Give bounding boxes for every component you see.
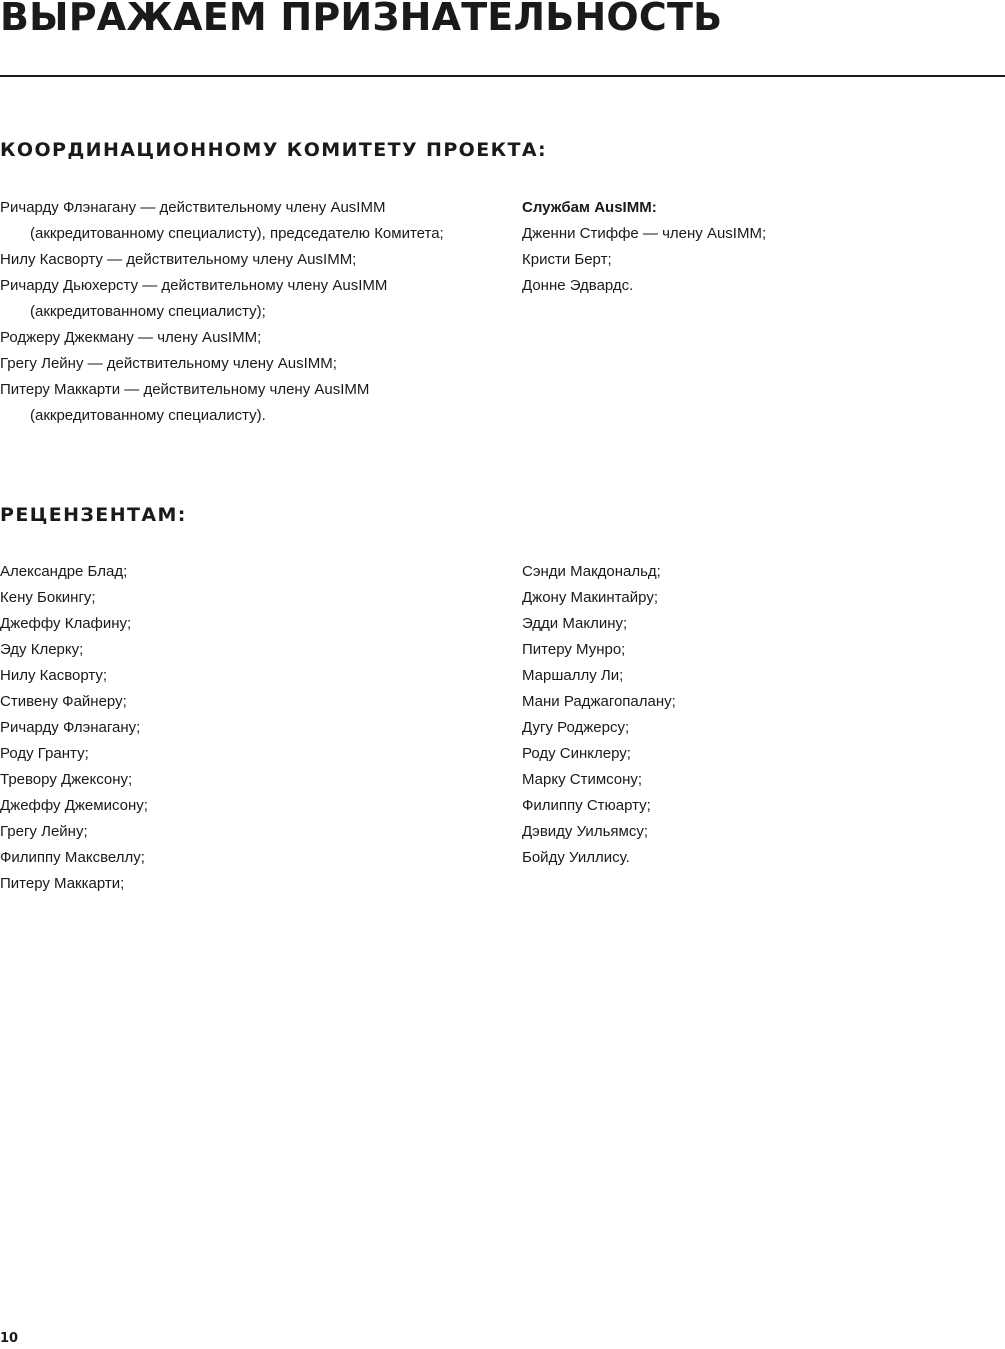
reviewer-item: Ричарду Флэнагану; (0, 719, 141, 736)
reviewer-item: Филиппу Максвеллу; (0, 849, 145, 866)
reviewer-item: Питеру Маккарти; (0, 875, 125, 892)
ausimm-services-list (522, 195, 766, 299)
reviewer-item: Кену Бокингу; (0, 589, 96, 606)
reviewer-item: Тревору Джексону; (0, 771, 133, 788)
committee-member-line: Ричарду Флэнагану — действительному члену AusIMM (0, 199, 386, 216)
reviewer-item: Мани Раджагопалану; (522, 693, 676, 710)
committee-member (0, 325, 444, 351)
reviewer-item: Грегу Лейну; (0, 823, 88, 840)
reviewer-item: Эду Клерку; (0, 641, 84, 658)
ausimm-services-heading: Службам AusIMM: (522, 199, 657, 216)
ausimm-services-member: Кристи Берт; (522, 251, 612, 268)
committee-members-list (0, 195, 444, 429)
reviewer-item: Джеффу Клафину; (0, 615, 132, 632)
reviewer-item: Джеффу Джемисону; (0, 797, 148, 814)
committee-member-continuation: (аккредитованному специалисту); (30, 303, 266, 320)
page-number: 10 (0, 1331, 19, 1346)
committee-member (0, 351, 444, 377)
reviewer-item: Роду Гранту; (0, 745, 89, 762)
reviewer-item: Питеру Мунро; (522, 641, 626, 658)
reviewer-item: Бойду Уиллису. (522, 849, 630, 866)
reviewer-item: Джону Макинтайру; (522, 589, 658, 606)
ausimm-services-member: Донне Эдвардс. (522, 277, 634, 294)
reviewers-list-left (0, 559, 148, 897)
reviewer-item: Эдди Маклину; (522, 615, 628, 632)
reviewers-heading: РЕЦЕНЗЕНТАМ: (0, 504, 187, 526)
committee-heading: КООРДИНАЦИОННОМУ КОМИТЕТУ ПРОЕКТА: (0, 139, 547, 161)
title-divider (0, 75, 1005, 77)
reviewer-item: Дэвиду Уильямсу; (522, 823, 648, 840)
committee-member-continuation: (аккредитованному специалисту), председателю Комитета; (30, 225, 444, 242)
reviewer-item: Марку Стимсону; (522, 771, 643, 788)
committee-member (0, 247, 444, 273)
reviewer-item: Стивену Файнеру; (0, 693, 127, 710)
reviewer-item: Сэнди Макдональд; (522, 563, 661, 580)
committee-member (0, 273, 444, 325)
committee-member-line: Ричарду Дьюхерсту — действительному члену AusIMM (0, 277, 388, 294)
reviewer-item: Роду Синклеру; (522, 745, 631, 762)
committee-member-line: Грегу Лейну — действительному члену AusIMM; (0, 355, 337, 372)
committee-member-line: Роджеру Джекману — члену AusIMM; (0, 329, 262, 346)
ausimm-services-member: Дженни Стиффе — члену AusIMM; (522, 225, 767, 242)
page-title: ВЫРАЖАЕМ ПРИЗНАТЕЛЬНОСТЬ (0, 0, 723, 39)
reviewer-item: Нилу Касворту; (0, 667, 108, 684)
committee-member-continuation: (аккредитованному специалисту). (30, 407, 266, 424)
reviewer-item: Филиппу Стюарту; (522, 797, 651, 814)
committee-member (0, 377, 444, 429)
committee-member-line: Нилу Касворту — действительному члену AusIMM; (0, 251, 357, 268)
reviewers-list-right (522, 559, 676, 871)
reviewer-item: Александре Блад; (0, 563, 128, 580)
reviewer-item: Маршаллу Ли; (522, 667, 624, 684)
committee-member (0, 195, 444, 247)
committee-member-line: Питеру Маккарти — действительному члену AusIMM (0, 381, 370, 398)
reviewer-item: Дугу Роджерсу; (522, 719, 630, 736)
